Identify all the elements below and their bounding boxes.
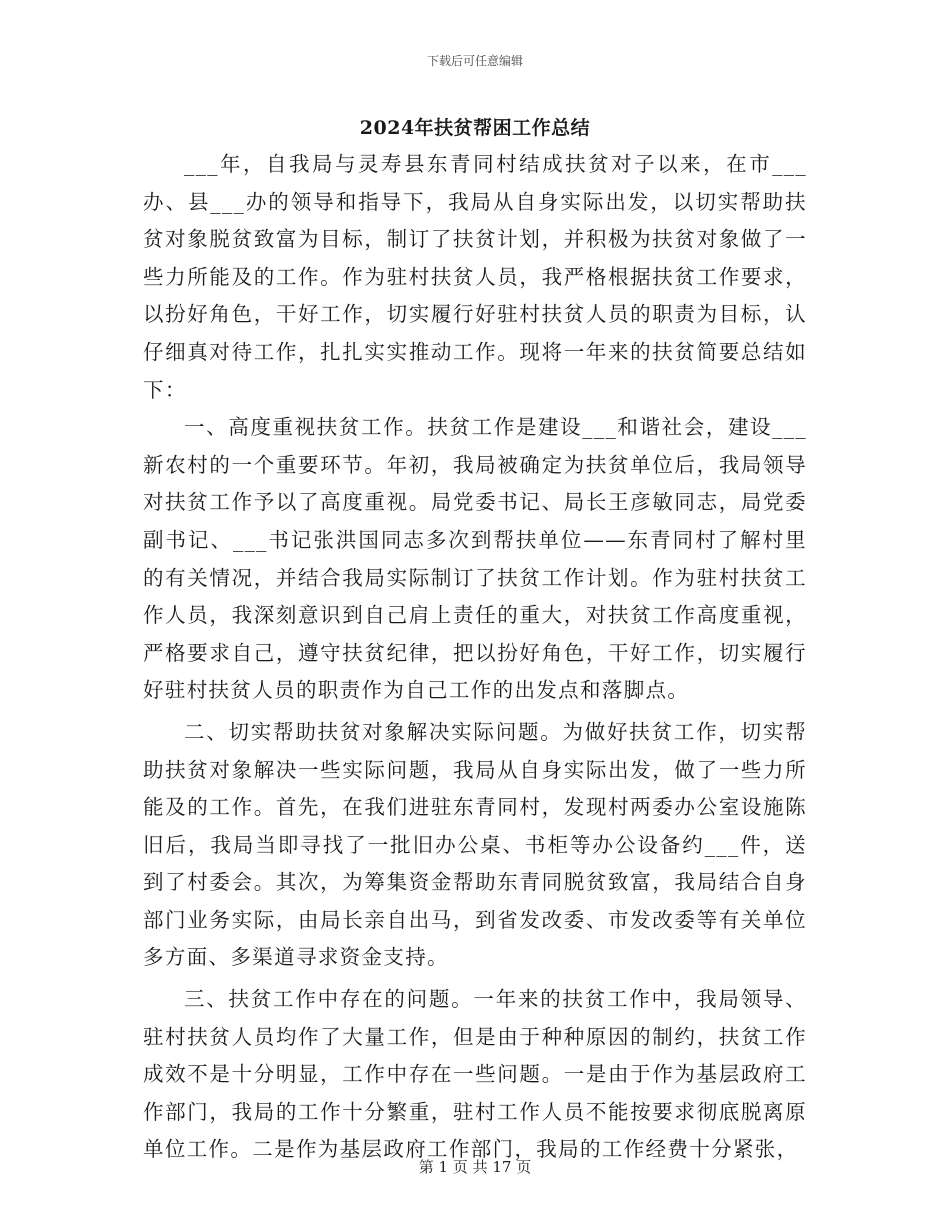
page-footer: 第 1 页 共 17 页 bbox=[418, 1158, 532, 1176]
paragraph-section-3: 三、扶贫工作中存在的问题。一年来的扶贫工作中，我局领导、驻村扶贫人员均作了大量工作，但是由于种种原因的制约，扶贫工作成效不是十分明显，工作中存在一些问题。一是由于作为基层政府工作部门，我局的工作十分繁重，驻村工作人员不能按要求彻底脱离原单位工作。二是作为基层政府工作部门，我局的工作经费十分紧张， bbox=[143, 987, 807, 1162]
document-title: 2024年扶贫帮困工作总结 bbox=[359, 117, 591, 139]
document-body bbox=[143, 146, 807, 1169]
header-note: 下载后可任意编辑 bbox=[426, 54, 523, 68]
paragraph-section-2: 二、切实帮助扶贫对象解决实际问题。为做好扶贫工作，切实帮助扶贫对象解决一些实际问题，我局从自身实际出发，做了一些力所能及的工作。首先，在我们进驻东青同村，发现村两委办公室设施陈旧后，我局当即寻找了一批旧办公桌、书柜等办公设备约___件，送到了村委会。其次，为筹集资金帮助东青同脱贫致富，我局结合自身部门业务实际，由局长亲自出马，到省发改委、市发改委等有关单位多方面、多渠道寻求资金支持。 bbox=[143, 719, 807, 970]
paragraph-intro: ___年，自我局与灵寿县东青同村结成扶贫对子以来，在市___办、县___办的领导和指导下，我局从自身实际出发，以切实帮助扶贫对象脱贫致富为目标，制订了扶贫计划，并积极为扶贫对象做了一些力所能及的工作。作为驻村扶贫人员，我严格根据扶贫工作要求，以扮好角色，干好工作，切实履行好驻村扶贫人员的职责为目标，认仔细真对待工作，扎扎实实推动工作。现将一年来的扶贫简要总结如下： bbox=[143, 152, 807, 402]
paragraph-section-1: 一、高度重视扶贫工作。扶贫工作是建设___和谐社会，建设___新农村的一个重要环节。年初，我局被确定为扶贫单位后，我局领导对扶贫工作予以了高度重视。局党委书记、局长王彦敏同志，局党委副书记、___书记张洪国同志多次到帮扶单位——东青同村了解村里的有关情况，并结合我局实际制订了扶贫工作计划。作为驻村扶贫工作人员，我深刻意识到自己肩上责任的重大，对扶贫工作高度重视，严格要求自己，遵守扶贫纪律，把以扮好角色，干好工作，切实履行好驻村扶贫人员的职责作为自己工作的出发点和落脚点。 bbox=[143, 415, 807, 703]
